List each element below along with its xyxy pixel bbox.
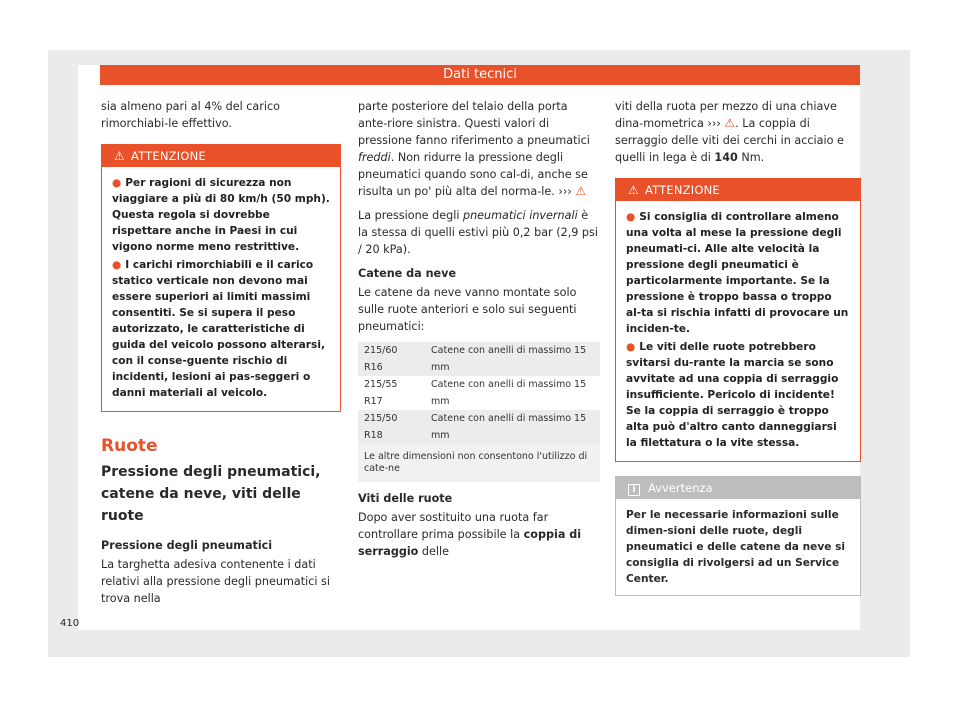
note-title: Avvertenza — [648, 481, 713, 495]
table-row — [358, 342, 600, 376]
chain-desc-cell: Catene con anelli di massimo 15 mm — [425, 342, 600, 376]
wheel-bolts-heading: Viti delle ruote — [358, 492, 453, 505]
chain-desc-cell: Catene con anelli di massimo 15 mm — [425, 410, 600, 444]
torque-value: 140 — [714, 151, 738, 164]
warning-body — [102, 167, 340, 411]
table-footnote: Le altre dimensioni non consentono l'utilizzo di cate-ne — [358, 444, 600, 482]
warning-body — [616, 201, 860, 461]
snow-chains-table — [358, 342, 600, 482]
warning-box — [101, 144, 341, 412]
warning-title: ATTENZIONE — [644, 183, 720, 197]
torque-paragraph: viti della ruota per mezzo di una chiave dina-mometrica ››› ⚠. La coppia di serraggio delle viti dei cerchi in acciaio e quelli in lega è di 140 Nm. — [615, 100, 844, 164]
page-number: 410 — [60, 618, 80, 629]
pressure-text: La targhetta adesiva contenente i dati relativi alla pressione degli pneumatici si trova nella — [101, 558, 330, 605]
warning-title: ATTENZIONE — [130, 149, 206, 163]
snow-chains-heading: Catene da neve — [358, 267, 457, 280]
table-row — [358, 410, 600, 444]
column-1 — [101, 98, 341, 614]
warning-item: ● I carichi rimorchiabili e il carico statico verticale non devono mai essere superiori ai limiti massimi consentiti. Se si supera il peso autorizzato, le caratteristiche di guida del veicolo possono alterarsi, con il conse-guente rischio di incidenti, lesioni ai pas-seggeri o danni materiali al veicolo. — [112, 259, 325, 399]
warning-triangle-icon: ⚠ — [575, 184, 587, 198]
warning-triangle-icon: ⚠ — [724, 116, 736, 130]
tyre-size-cell: 215/60 R16 — [358, 342, 425, 376]
chain-desc-cell: Catene con anelli di massimo 15 mm — [425, 376, 600, 410]
warning-item: ● Si consiglia di controllare almeno una volta al mese la pressione degli pneumati-ci. Alle alte velocità la pressione degli pneumatici è particolarmente importante. Se la pressione è troppo bassa o troppo al-ta si rischia infatti di provocare un inciden-te. — [626, 211, 849, 335]
column-3 — [615, 98, 861, 596]
warning-item: ● Le viti delle ruote potrebbero svitarsi du-rante la marcia se sono avvitate ad una coppia di serraggio insufficiente. Pericolo di incidente! Se la coppia di serraggio è troppo alta può d'altro canto danneggiarsi la filettatura o la vite stessa. — [626, 341, 839, 449]
note-body: Per le necessarie informazioni sulle dimen-sioni delle ruote, degli pneumatici e delle catene da neve si consiglia di rivolgersi ad un Service Center. — [626, 509, 846, 585]
warning-header — [616, 179, 860, 201]
winter-tyres-paragraph: La pressione degli pneumatici invernali è la stessa di quelli estivi più 0,2 bar (2,9 psi / 20 kPa). — [358, 209, 598, 256]
section-title: Ruote — [101, 436, 158, 456]
warning-triangle-icon: ⚠ — [628, 183, 639, 197]
bullet-icon: ● — [112, 259, 122, 271]
table-row — [358, 376, 600, 410]
note-header — [616, 477, 860, 499]
snow-chains-text: Le catene da neve vanno montate solo sulle ruote anteriori e solo sui seguenti pneumatici: — [358, 286, 577, 333]
note-box — [615, 476, 861, 596]
column-2 — [358, 98, 600, 567]
pressure-heading: Pressione degli pneumatici — [101, 539, 273, 552]
table-footnote-row — [358, 444, 600, 482]
tyre-size-cell: 215/50 R18 — [358, 410, 425, 444]
warning-triangle-icon: ⚠ — [114, 149, 125, 163]
tyre-size-cell: 215/55 R17 — [358, 376, 425, 410]
intro-text: sia almeno pari al 4% del carico rimorchiabi-le effettivo. — [101, 100, 280, 130]
wheel-bolts-text: Dopo aver sostituito una ruota far controllare prima possibile la coppia di serraggio delle — [358, 511, 582, 558]
warning-box — [615, 178, 861, 462]
info-icon: i — [628, 484, 640, 496]
bullet-icon: ● — [626, 211, 636, 223]
pressure-paragraph: parte posteriore del telaio della porta ante-riore sinistra. Questi valori di pressione fanno riferimento a pneumatici freddi. Non ridurre la pressione degli pneumatici quando sono cal-di, anche se risulta un po' più alta del norma-le. ››› ⚠ — [358, 100, 590, 198]
bullet-icon: ● — [112, 177, 122, 189]
bullet-icon: ● — [626, 341, 636, 353]
warning-item: ● Per ragioni di sicurezza non viaggiare a più di 80 km/h (50 mph). Questa regola si dovrebbe rispettare anche in Paesi in cui vigono norme meno restrittive. — [112, 177, 330, 253]
page-header: Dati tecnici — [100, 65, 860, 85]
subsection-title: Pressione degli pneumatici, catene da neve, viti delle ruote — [101, 464, 321, 524]
warning-header — [102, 145, 340, 167]
